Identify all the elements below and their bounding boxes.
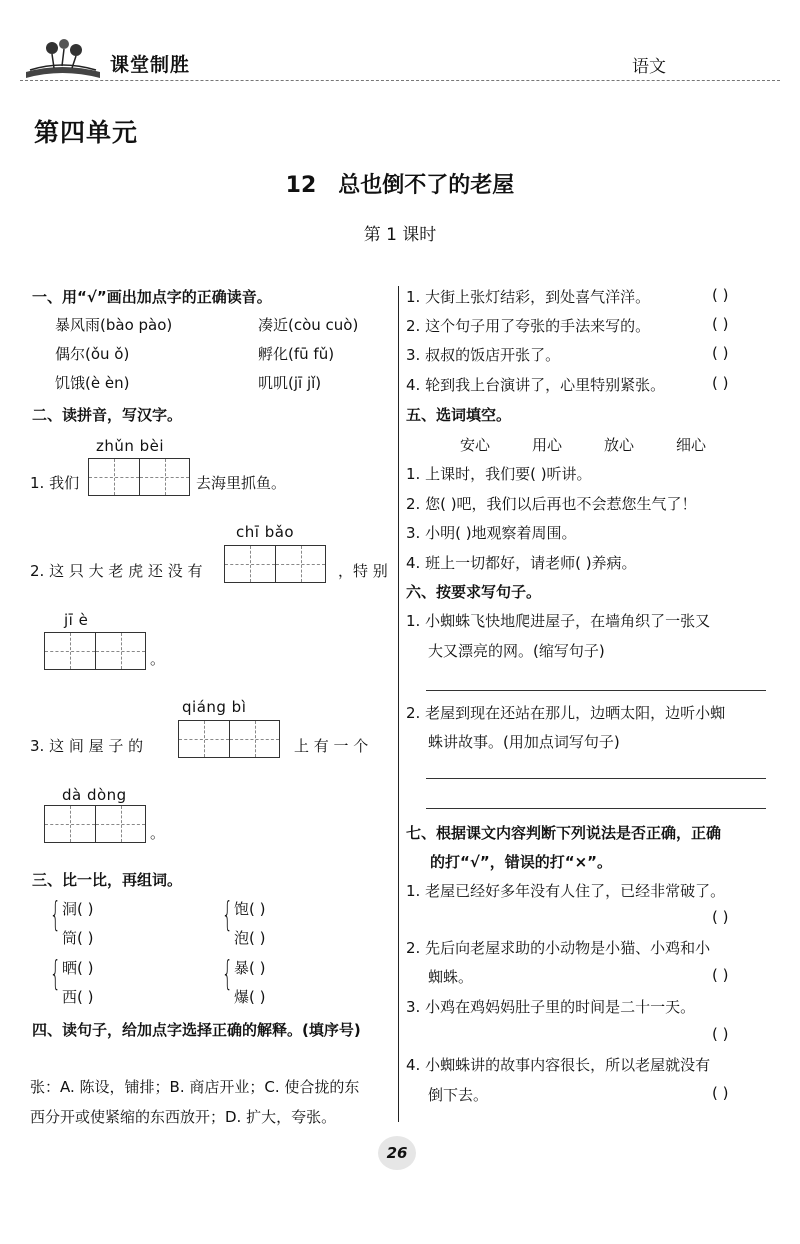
s6-question-1a: 1. 小蜘蛛飞快地爬进屋子，在墙角织了一张又: [406, 612, 711, 630]
s2-q2-pinyin-2: jī è: [64, 611, 89, 629]
s2-q1-text: 1. 我们: [30, 474, 80, 492]
s6-question-2b: 蛛讲故事。(用加点词写句子): [428, 733, 620, 751]
s7-question-4a: 4. 小蜘蛛讲的故事内容很长，所以老屋就没有: [406, 1056, 711, 1074]
s4-answer-1[interactable]: ( ): [712, 286, 729, 304]
s7-question-4b: 倒下去。: [428, 1086, 489, 1104]
answer-line[interactable]: [426, 778, 766, 779]
s1-word-1: 暴风雨(bào pào): [55, 316, 173, 334]
s3-pair2-b: 泡( ): [234, 929, 266, 947]
s2-q1-pinyin: zhǔn bèi: [96, 437, 165, 455]
page-number: 26: [378, 1136, 416, 1170]
section-3-title: 三、比一比，再组词。: [32, 871, 183, 889]
s2-q3-pinyin-2: dà dòng: [62, 786, 127, 804]
s5-question-3: 3. 小明( )地观察着周围。: [406, 524, 577, 542]
period-label: 第 1 课时: [363, 225, 437, 245]
section-5-title: 五、选词填空。: [406, 406, 512, 424]
s4-answer-3[interactable]: ( ): [712, 344, 729, 362]
section-1-title: 一、用“√”画出加点字的正确读音。: [32, 288, 272, 306]
brace-icon: {: [50, 954, 61, 994]
s3-pair3-b: 西( ): [62, 988, 94, 1006]
s6-question-2a: 2. 老屋到现在还站在那儿，边晒太阳，边听小蜘: [406, 704, 726, 722]
writing-grid[interactable]: [88, 458, 190, 496]
s2-q2-text-end: ，特 别: [338, 562, 388, 580]
s2-q3-text-end: 上 有 一 个: [294, 737, 369, 755]
header-title: 课堂制胜: [110, 54, 191, 76]
section-7-title-2: 的打“√”，错误的打“×”。: [430, 853, 613, 871]
s3-pair4-b: 爆( ): [234, 988, 266, 1006]
lesson-number: 12: [285, 173, 317, 198]
section-2-title: 二、读拼音，写汉字。: [32, 406, 183, 424]
section-7-title-1: 七、根据课文内容判断下列说法是否正确，正确: [406, 824, 722, 842]
s4-answer-4[interactable]: ( ): [712, 374, 729, 392]
s3-pair1-b: 筒( ): [62, 929, 94, 947]
s6-question-1b: 大又漂亮的网。(缩写句子): [428, 642, 605, 660]
s2-q1-text-end: 去海里抓鱼。: [196, 474, 287, 492]
writing-grid[interactable]: [224, 545, 326, 583]
s5-word-3: 放心: [604, 436, 635, 454]
s1-word-6: 叽叽(jī jǐ): [258, 374, 322, 392]
s4-question-2: 2. 这个句子用了夸张的手法来写的。: [406, 317, 651, 335]
s7-answer-3[interactable]: ( ): [712, 1025, 729, 1043]
s5-word-1: 安心: [460, 436, 491, 454]
s7-question-1: 1. 老屋已经好多年没有人住了，已经非常破了。: [406, 882, 726, 900]
s1-word-5: 饥饿(è èn): [55, 374, 130, 392]
s1-word-3: 偶尔(ǒu ǒ): [55, 345, 130, 363]
s7-answer-2[interactable]: ( ): [712, 966, 729, 984]
s1-word-2: 凑近(còu cuò): [258, 316, 359, 334]
s2-q2-pinyin: chī bǎo: [236, 523, 295, 541]
s2-q3-pinyin: qiáng bì: [182, 698, 247, 716]
s4-definition-1: 张：A. 陈设，铺排；B. 商店开业；C. 使合拢的东: [30, 1078, 360, 1096]
book-logo-icon: [22, 32, 104, 82]
s2-q3-end: 。: [150, 824, 166, 842]
section-6-title: 六、按要求写句子。: [406, 583, 542, 601]
brace-icon: {: [222, 895, 233, 935]
header-subject: 语文: [632, 57, 666, 77]
answer-line[interactable]: [426, 690, 766, 691]
section-4-title: 四、读句子，给加点字选择正确的解释。(填序号): [32, 1021, 361, 1039]
answer-line[interactable]: [426, 808, 766, 809]
column-divider: [398, 286, 399, 1122]
brace-icon: {: [222, 954, 233, 994]
s2-q3-text: 3. 这 间 屋 子 的: [30, 737, 144, 755]
s3-pair2-a: 饱( ): [234, 900, 266, 918]
s3-pair3-a: 晒( ): [62, 959, 94, 977]
s4-question-1: 1. 大街上张灯结彩，到处喜气洋洋。: [406, 288, 651, 306]
brace-icon: {: [50, 895, 61, 935]
writing-grid[interactable]: [44, 805, 146, 843]
s2-q2-text: 2. 这 只 大 老 虎 还 没 有: [30, 562, 203, 580]
s7-question-2b: 蜘蛛。: [428, 968, 474, 986]
s1-word-4: 孵化(fū fǔ): [258, 345, 335, 363]
s3-pair4-a: 暴( ): [234, 959, 266, 977]
s3-pair1-a: 洞( ): [62, 900, 94, 918]
s4-definition-2: 西分开或使紧缩的东西放开；D. 扩大，夸张。: [30, 1108, 337, 1126]
s5-word-4: 细心: [676, 436, 707, 454]
header-divider: [20, 80, 780, 81]
s4-answer-2[interactable]: ( ): [712, 315, 729, 333]
s7-answer-1[interactable]: ( ): [712, 908, 729, 926]
unit-title: 第四单元: [34, 118, 139, 147]
s7-question-2a: 2. 先后向老屋求助的小动物是小猫、小鸡和小: [406, 939, 711, 957]
writing-grid[interactable]: [44, 632, 146, 670]
lesson-name: 总也倒不了的老屋: [338, 173, 515, 198]
s4-question-3: 3. 叔叔的饭店开张了。: [406, 346, 561, 364]
lesson-title: [0, 168, 800, 199]
s7-answer-4[interactable]: ( ): [712, 1084, 729, 1102]
s5-question-2: 2. 您( )吧，我们以后再也不会惹您生气了！: [406, 495, 697, 513]
s4-question-4: 4. 轮到我上台演讲了，心里特别紧张。: [406, 376, 666, 394]
s5-question-1: 1. 上课时，我们要( )听讲。: [406, 465, 592, 483]
s5-question-4: 4. 班上一切都好，请老师( )养病。: [406, 554, 637, 572]
s2-q2-end: 。: [150, 650, 166, 668]
writing-grid[interactable]: [178, 720, 280, 758]
s7-question-3: 3. 小鸡在鸡妈妈肚子里的时间是二十一天。: [406, 998, 696, 1016]
s5-word-2: 用心: [532, 436, 563, 454]
